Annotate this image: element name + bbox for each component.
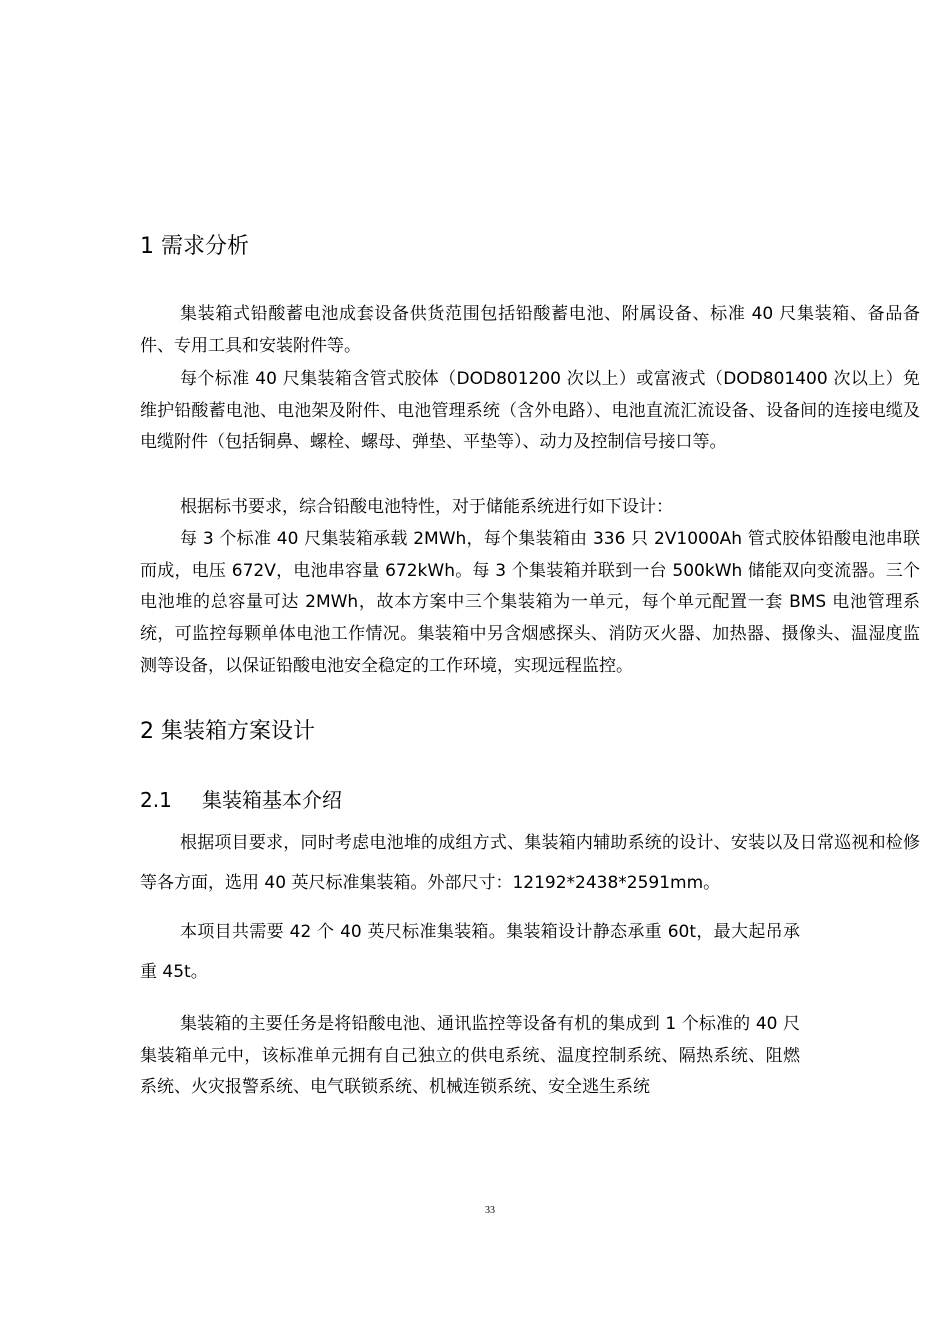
section-1-paragraph-4: 每 3 个标准 40 尺集装箱承载 2MWh，每个集装箱由 336 只 2V1000Ah 管式胶体铅酸电池串联而成，电压 672V，电池串容量 672kWh。每 3 个集装箱并联到一台 500kWh 储能双向变流器。三个电池堆的总容量可达 2MWh，故本方案中三个集装箱为一单元，每个单元配置一套 BMS 电池管理系统，可监控每颗单体电池工作情况。集装箱中另含烟感探头、消防灭火器、加热器、摄像头、温湿度监测等设备，以保证铅酸电池安全稳定的工作环境，实现远程监控。 (140, 529, 920, 676)
section-2-1-heading (140, 786, 342, 814)
section-2-1-paragraph-3: 集装箱的主要任务是将铅酸电池、通讯监控等设备有机的集成到 1 个标准的 40 尺集装箱单元中，该标准单元拥有自己独立的供电系统、温度控制系统、隔热系统、阻燃系统、火灾报警系统、电气联锁系统、机械连锁系统、安全逃生系统 (140, 1014, 800, 1098)
section-2-1-title: 集装箱基本介绍 (202, 788, 342, 812)
section-2-heading: 2 集装箱方案设计 (140, 719, 315, 744)
section-2-1-paragraph-2: 本项目共需要 42 个 40 英尺标准集装箱。集装箱设计静态承重 60t，最大起吊承重 45t。 (140, 922, 800, 982)
section-1-paragraph-3: 根据标书要求，综合铅酸电池特性，对于储能系统进行如下设计： (180, 497, 673, 517)
page-number: 33 (485, 1205, 495, 1216)
section-1-heading: 1 需求分析 (140, 234, 249, 259)
section-1-paragraph-2: 每个标准 40 尺集装箱含管式胶体（DOD801200 次以上）或富液式（DOD801400 次以上）免维护铅酸蓄电池、电池架及附件、电池管理系统（含外电路）、电池直流汇流设备、设备间的连接电缆及电缆附件（包括铜鼻、螺栓、螺母、弹垫、平垫等）、动力及控制信号接口等。 (140, 369, 920, 453)
section-1-paragraph-1: 集装箱式铅酸蓄电池成套设备供货范围包括铅酸蓄电池、附属设备、标准 40 尺集装箱、备品备件、专用工具和安装附件等。 (140, 304, 920, 356)
section-2-1-paragraph-1: 根据项目要求，同时考虑电池堆的成组方式、集装箱内辅助系统的设计、安装以及日常巡视和检修等各方面，选用 40 英尺标准集装箱。外部尺寸：12192*2438*2591mm。 (140, 833, 920, 893)
section-2-1-number: 2.1 (140, 788, 172, 812)
